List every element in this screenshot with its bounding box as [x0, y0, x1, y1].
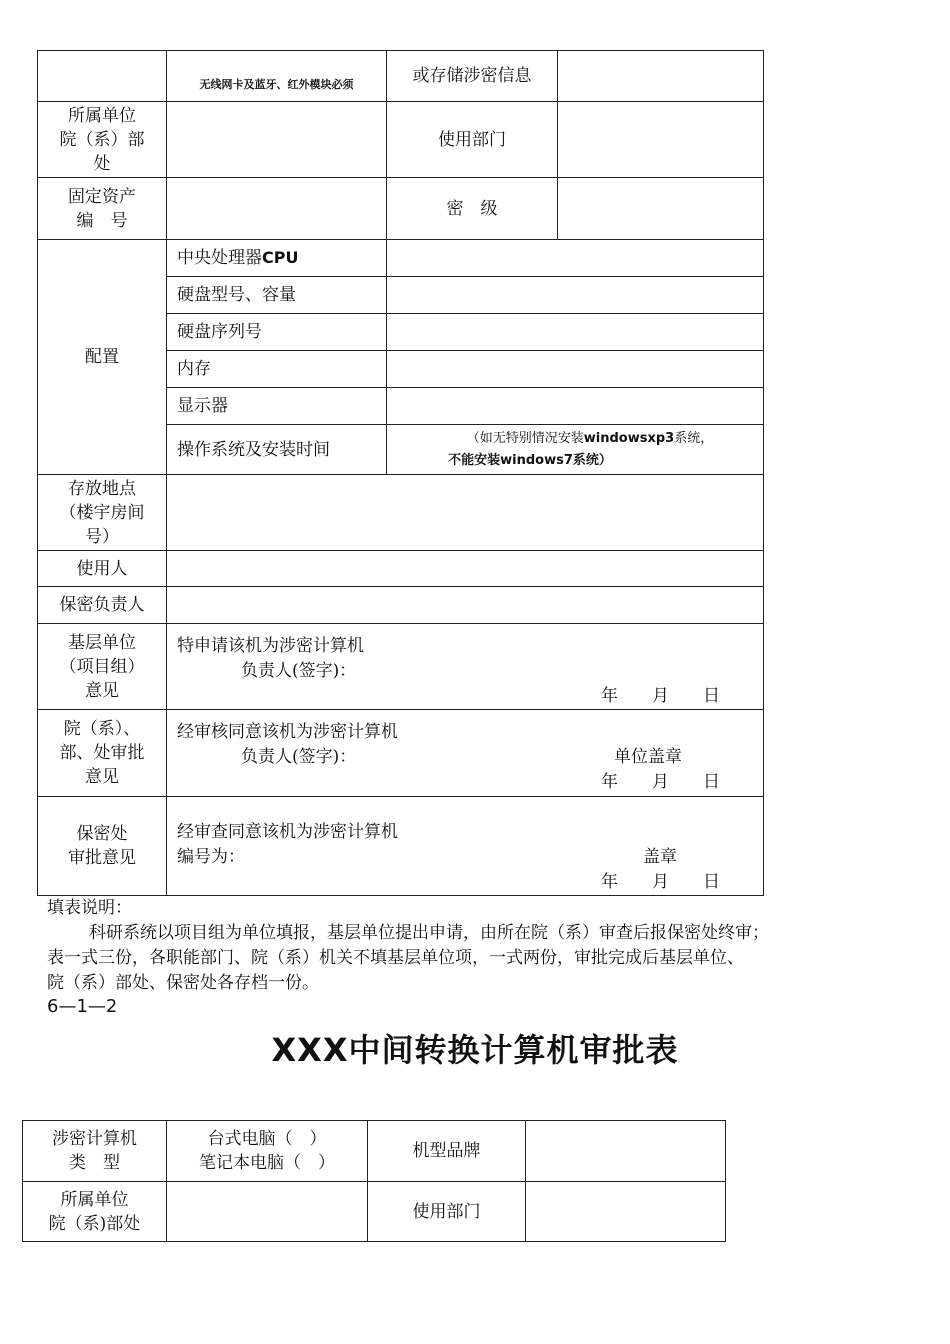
grassroots-opinion-cell[interactable] — [167, 624, 764, 710]
user-dept-label-2: 使用部门 — [368, 1182, 526, 1242]
secrecy-office-cell[interactable] — [167, 797, 764, 896]
instructions-heading: 填表说明： — [47, 898, 132, 918]
grassroots-opinion-text: 特申请该机为涉密计算机 — [177, 636, 364, 656]
desktop-option[interactable]: 台式电脑（ ） — [207, 1129, 327, 1149]
college-signature-label: 负责人(签字)： — [241, 747, 357, 767]
os-label: 操作系统及安装时间 — [167, 425, 387, 475]
college-approval-cell[interactable] — [167, 710, 764, 797]
monitor-value-cell[interactable] — [387, 388, 764, 425]
secrecy-office-label: 保密处 审批意见 — [38, 797, 167, 896]
blank-cell — [38, 51, 167, 102]
grassroots-date: 年 月 日 — [601, 686, 720, 706]
college-seal-label: 单位盖章 — [614, 747, 682, 767]
location-value-cell[interactable] — [167, 475, 764, 551]
location-label: 存放地点 （楼宇房间 号） — [38, 475, 167, 551]
disk-model-value-cell[interactable] — [387, 277, 764, 314]
memory-value-cell[interactable] — [387, 351, 764, 388]
approval-table-2 — [22, 1120, 726, 1242]
affiliation-label-2: 所属单位 院（系)部处 — [23, 1182, 167, 1242]
brand-label: 机型品牌 — [368, 1121, 526, 1182]
user-dept-label: 使用部门 — [387, 102, 558, 178]
cpu-label: 中央处理器CPU — [167, 240, 387, 277]
computer-type-options[interactable] — [167, 1121, 368, 1182]
user-label: 使用人 — [38, 551, 167, 587]
grassroots-opinion-label: 基层单位 （项目组） 意见 — [38, 624, 167, 710]
brand-value-cell[interactable] — [526, 1121, 726, 1182]
secrecy-office-number-label: 编号为： — [177, 847, 245, 867]
approval-table-1 — [37, 50, 764, 896]
college-approval-label: 院（系）、 部、处审批 意见 — [38, 710, 167, 797]
secrecy-office-text: 经审查同意该机为涉密计算机 — [177, 822, 398, 842]
storage-value-cell[interactable] — [558, 51, 764, 102]
instructions-line-1: 科研系统以项目组为单位填报，基层单位提出申请，由所在院（系）审查后报保密处终审； — [89, 923, 769, 943]
memory-label: 内存 — [167, 351, 387, 388]
affiliation-label: 所属单位 院（系）部 处 — [38, 102, 167, 178]
asset-number-value-cell[interactable] — [167, 178, 387, 240]
college-approval-text: 经审核同意该机为涉密计算机 — [177, 722, 398, 742]
config-label: 配置 — [38, 240, 167, 475]
storage-label: 或存储涉密信息 — [387, 51, 558, 102]
cpu-value-cell[interactable] — [387, 240, 764, 277]
user-value-cell[interactable] — [167, 551, 764, 587]
disk-serial-label: 硬盘序列号 — [167, 314, 387, 351]
os-note: （如无特别情况安装windowsxp3系统， 不能安装windows7系统） — [387, 425, 764, 475]
secret-level-value-cell[interactable] — [558, 178, 764, 240]
affiliation-value-cell-2[interactable] — [167, 1182, 368, 1242]
disk-serial-value-cell[interactable] — [387, 314, 764, 351]
user-dept-value-cell[interactable] — [558, 102, 764, 178]
form-code: 6—1—2 — [47, 996, 118, 1017]
college-date: 年 月 日 — [601, 772, 720, 792]
secrecy-officer-label: 保密负责人 — [38, 587, 167, 624]
instructions-line-3: 院（系）部处、保密处各存档一份。 — [47, 973, 319, 993]
secrecy-officer-value-cell[interactable] — [167, 587, 764, 624]
disk-model-label: 硬盘型号、容量 — [167, 277, 387, 314]
instructions-line-2: 表一式三份，各职能部门、院（系）机关不填基层单位项，一式两份，审批完成后基层单位、 — [47, 948, 744, 968]
monitor-label: 显示器 — [167, 388, 387, 425]
secret-level-label: 密 级 — [387, 178, 558, 240]
laptop-option[interactable]: 笔记本电脑（ ） — [199, 1153, 335, 1173]
user-dept-value-cell-2[interactable] — [526, 1182, 726, 1242]
wireless-note: 无线网卡及蓝牙、红外模块必须 — [167, 51, 387, 102]
affiliation-value-cell[interactable] — [167, 102, 387, 178]
grassroots-signature-label: 负责人(签字)： — [241, 661, 357, 681]
secrecy-office-seal-label: 盖章 — [643, 847, 677, 867]
computer-type-label: 涉密计算机 类 型 — [23, 1121, 167, 1182]
secrecy-office-date: 年 月 日 — [601, 872, 720, 892]
asset-number-label: 固定资产 编 号 — [38, 178, 167, 240]
page-title: XXX中间转换计算机审批表 — [271, 1031, 679, 1069]
